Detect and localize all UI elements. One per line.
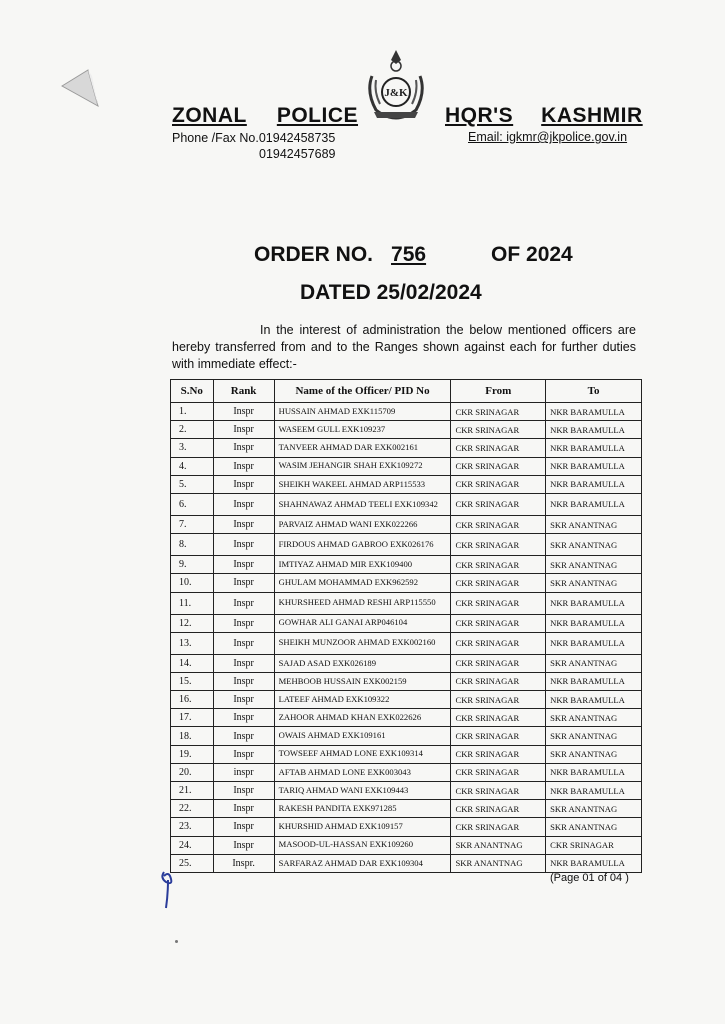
table-row: [171, 854, 642, 872]
cell-name: LATEEF AHMAD EXK109322: [274, 691, 451, 709]
order-number: 756: [391, 243, 427, 266]
order-suffix: OF 2024: [491, 243, 573, 266]
cell-from: CKR SRINAGAR: [451, 632, 546, 654]
cell-sno: 8.: [171, 534, 214, 556]
cell-rank: Inspr: [213, 515, 274, 533]
cell-sno: 20.: [171, 763, 214, 781]
cell-name: SAJAD ASAD EXK026189: [274, 654, 451, 672]
cell-name: MEHBOOB HUSSAIN EXK002159: [274, 672, 451, 690]
intro-paragraph: [172, 322, 636, 373]
cell-rank: Inspr: [213, 403, 274, 421]
cell-rank: Inspr: [213, 493, 274, 515]
table-row: [171, 556, 642, 574]
cell-sno: 15.: [171, 672, 214, 690]
speck: [175, 940, 178, 943]
cell-from: CKR SRINAGAR: [451, 574, 546, 592]
cell-name: TOWSEEF AHMAD LONE EXK109314: [274, 745, 451, 763]
cell-sno: 7.: [171, 515, 214, 533]
cell-rank: Inspr: [213, 745, 274, 763]
cell-to: SKR ANANTNAG: [546, 515, 642, 533]
header-word-police: POLICE: [276, 104, 359, 127]
cell-rank: inspr: [213, 763, 274, 781]
header-rank: Rank: [213, 380, 274, 403]
table-row: [171, 672, 642, 690]
table-row: [171, 493, 642, 515]
cell-rank: Inspr: [213, 818, 274, 836]
cell-name: WASIM JEHANGIR SHAH EXK109272: [274, 457, 451, 475]
table-row: [171, 782, 642, 800]
cell-rank: Inspr: [213, 672, 274, 690]
cell-sno: 16.: [171, 691, 214, 709]
cell-name: TANVEER AHMAD DAR EXK002161: [274, 439, 451, 457]
cell-from: CKR SRINAGAR: [451, 672, 546, 690]
table-row: [171, 691, 642, 709]
cell-rank: Inspr: [213, 632, 274, 654]
header-word-kashmir: KASHMIR: [541, 104, 643, 127]
cell-sno: 12.: [171, 614, 214, 632]
table-row: [171, 475, 642, 493]
cell-sno: 11.: [171, 592, 214, 614]
header-sno: S.No: [171, 380, 214, 403]
cell-rank: Inspr.: [213, 854, 274, 872]
cell-name: IMTIYAZ AHMAD MIR EXK109400: [274, 556, 451, 574]
cell-rank: Inspr: [213, 574, 274, 592]
cell-sno: 2.: [171, 421, 214, 439]
cell-from: CKR SRINAGAR: [451, 457, 546, 475]
cell-sno: 9.: [171, 556, 214, 574]
cell-to: SKR ANANTNAG: [546, 556, 642, 574]
header-word-hqrs: HQR'S: [445, 104, 514, 127]
cell-name: GOWHAR ALI GANAI ARP046104: [274, 614, 451, 632]
cell-to: NKR BARAMULLA: [546, 439, 642, 457]
cell-name: KHURSHEED AHMAD RESHI ARP115550: [274, 592, 451, 614]
cell-name: RAKESH PANDITA EXK971285: [274, 800, 451, 818]
jk-police-emblem-icon: [360, 46, 432, 126]
cell-from: CKR SRINAGAR: [451, 782, 546, 800]
cell-to: NKR BARAMULLA: [546, 782, 642, 800]
cell-sno: 22.: [171, 800, 214, 818]
cell-from: CKR SRINAGAR: [451, 421, 546, 439]
cell-rank: Inspr: [213, 709, 274, 727]
table-header-row: [171, 380, 642, 403]
cell-from: CKR SRINAGAR: [451, 691, 546, 709]
table-row: [171, 745, 642, 763]
cell-name: GHULAM MOHAMMAD EXK962592: [274, 574, 451, 592]
cell-sno: 24.: [171, 836, 214, 854]
cell-sno: 23.: [171, 818, 214, 836]
table-row: [171, 574, 642, 592]
signature-mark: [158, 868, 182, 910]
header-from: From: [451, 380, 546, 403]
cell-sno: 5.: [171, 475, 214, 493]
cell-sno: 21.: [171, 782, 214, 800]
cell-from: CKR SRINAGAR: [451, 818, 546, 836]
header-name: Name of the Officer/ PID No: [274, 380, 451, 403]
table-row: [171, 592, 642, 614]
cell-sno: 3.: [171, 439, 214, 457]
cell-from: CKR SRINAGAR: [451, 763, 546, 781]
cell-from: CKR SRINAGAR: [451, 403, 546, 421]
page-number: (Page 01 of 04 ): [550, 872, 629, 884]
table-row: [171, 836, 642, 854]
intro-text: In the interest of administration the below mentioned officers are hereby transferred from and to the Ranges shown against each for further duties with immediate effect:-: [172, 323, 636, 371]
header-right-title: [445, 104, 643, 128]
cell-name: MASOOD-UL-HASSAN EXK109260: [274, 836, 451, 854]
cell-sno: 6.: [171, 493, 214, 515]
cell-sno: 25.: [171, 854, 214, 872]
email-address: Email: igkmr@jkpolice.gov.in: [468, 130, 628, 144]
cell-rank: Inspr: [213, 836, 274, 854]
table-row: [171, 614, 642, 632]
cell-from: CKR SRINAGAR: [451, 493, 546, 515]
cell-to: NKR BARAMULLA: [546, 475, 642, 493]
cell-rank: Inspr: [213, 727, 274, 745]
cell-from: CKR SRINAGAR: [451, 439, 546, 457]
cell-name: ZAHOOR AHMAD KHAN EXK022626: [274, 709, 451, 727]
cell-from: CKR SRINAGAR: [451, 709, 546, 727]
table-row: [171, 632, 642, 654]
cell-from: CKR SRINAGAR: [451, 654, 546, 672]
cell-to: NKR BARAMULLA: [546, 672, 642, 690]
cell-to: NKR BARAMULLA: [546, 763, 642, 781]
table-row: [171, 727, 642, 745]
cell-name: FIRDOUS AHMAD GABROO EXK026176: [274, 534, 451, 556]
cell-sno: 1.: [171, 403, 214, 421]
cell-from: CKR SRINAGAR: [451, 745, 546, 763]
order-prefix: ORDER NO.: [254, 243, 374, 266]
table-row: [171, 654, 642, 672]
table-row: [171, 439, 642, 457]
table-row: [171, 800, 642, 818]
cell-name: SHEIKH MUNZOOR AHMAD EXK002160: [274, 632, 451, 654]
cell-name: SARFARAZ AHMAD DAR EXK109304: [274, 854, 451, 872]
emblem-text: J&K: [384, 87, 408, 99]
cell-to: SKR ANANTNAG: [546, 654, 642, 672]
cell-sno: 18.: [171, 727, 214, 745]
cell-to: NKR BARAMULLA: [546, 614, 642, 632]
cell-to: SKR ANANTNAG: [546, 709, 642, 727]
phone-fax: [172, 130, 335, 162]
table-row: [171, 457, 642, 475]
cell-sno: 13.: [171, 632, 214, 654]
cell-to: SKR ANANTNAG: [546, 800, 642, 818]
cell-sno: 17.: [171, 709, 214, 727]
cell-to: NKR BARAMULLA: [546, 592, 642, 614]
cell-from: CKR SRINAGAR: [451, 727, 546, 745]
cell-rank: Inspr: [213, 800, 274, 818]
cell-to: SKR ANANTNAG: [546, 745, 642, 763]
cell-rank: Inspr: [213, 614, 274, 632]
table-row: [171, 709, 642, 727]
table-row: [171, 818, 642, 836]
cell-rank: Inspr: [213, 439, 274, 457]
transfer-table: [170, 379, 642, 873]
cell-name: HUSSAIN AHMAD EXK115709: [274, 403, 451, 421]
cell-name: TARIQ AHMAD WANI EXK109443: [274, 782, 451, 800]
cell-rank: Inspr: [213, 654, 274, 672]
cell-sno: 14.: [171, 654, 214, 672]
cell-to: CKR SRINAGAR: [546, 836, 642, 854]
cell-rank: Inspr: [213, 782, 274, 800]
cell-name: WASEEM GULL EXK109237: [274, 421, 451, 439]
order-number-heading: [254, 243, 573, 267]
table-row: [171, 763, 642, 781]
table-row: [171, 534, 642, 556]
cell-from: CKR SRINAGAR: [451, 475, 546, 493]
table-row: [171, 403, 642, 421]
torn-corner-mark: [58, 66, 102, 110]
cell-to: NKR BARAMULLA: [546, 457, 642, 475]
table-row: [171, 421, 642, 439]
cell-from: SKR ANANTNAG: [451, 836, 546, 854]
cell-from: CKR SRINAGAR: [451, 614, 546, 632]
cell-rank: Inspr: [213, 534, 274, 556]
cell-to: SKR ANANTNAG: [546, 818, 642, 836]
cell-from: CKR SRINAGAR: [451, 592, 546, 614]
cell-name: OWAIS AHMAD EXK109161: [274, 727, 451, 745]
cell-name: SHEIKH WAKEEL AHMAD ARP115533: [274, 475, 451, 493]
cell-to: NKR BARAMULLA: [546, 421, 642, 439]
cell-sno: 4.: [171, 457, 214, 475]
cell-from: CKR SRINAGAR: [451, 534, 546, 556]
cell-from: CKR SRINAGAR: [451, 556, 546, 574]
cell-sno: 10.: [171, 574, 214, 592]
cell-to: SKR ANANTNAG: [546, 534, 642, 556]
phone-line-1: Phone /Fax No.01942458735: [172, 131, 336, 145]
table-row: [171, 515, 642, 533]
cell-to: NKR BARAMULLA: [546, 493, 642, 515]
header-left-title: [172, 104, 358, 128]
header-word-zonal: ZONAL: [172, 104, 247, 127]
cell-from: CKR SRINAGAR: [451, 800, 546, 818]
cell-from: CKR SRINAGAR: [451, 515, 546, 533]
cell-to: SKR ANANTNAG: [546, 574, 642, 592]
header-to: To: [546, 380, 642, 403]
cell-rank: Inspr: [213, 457, 274, 475]
cell-from: SKR ANANTNAG: [451, 854, 546, 872]
order-date: DATED 25/02/2024: [300, 281, 482, 304]
cell-rank: Inspr: [213, 691, 274, 709]
cell-to: NKR BARAMULLA: [546, 854, 642, 872]
cell-name: AFTAB AHMAD LONE EXK003043: [274, 763, 451, 781]
cell-sno: 19.: [171, 745, 214, 763]
cell-to: NKR BARAMULLA: [546, 403, 642, 421]
cell-rank: Inspr: [213, 421, 274, 439]
cell-to: NKR BARAMULLA: [546, 691, 642, 709]
cell-name: SHAHNAWAZ AHMAD TEELI EXK109342: [274, 493, 451, 515]
cell-rank: Inspr: [213, 556, 274, 574]
cell-rank: Inspr: [213, 592, 274, 614]
cell-to: NKR BARAMULLA: [546, 632, 642, 654]
cell-to: SKR ANANTNAG: [546, 727, 642, 745]
phone-line-2: 01942457689: [259, 147, 336, 161]
cell-name: PARVAIZ AHMAD WANI EXK022266: [274, 515, 451, 533]
cell-rank: Inspr: [213, 475, 274, 493]
cell-name: KHURSHID AHMAD EXK109157: [274, 818, 451, 836]
